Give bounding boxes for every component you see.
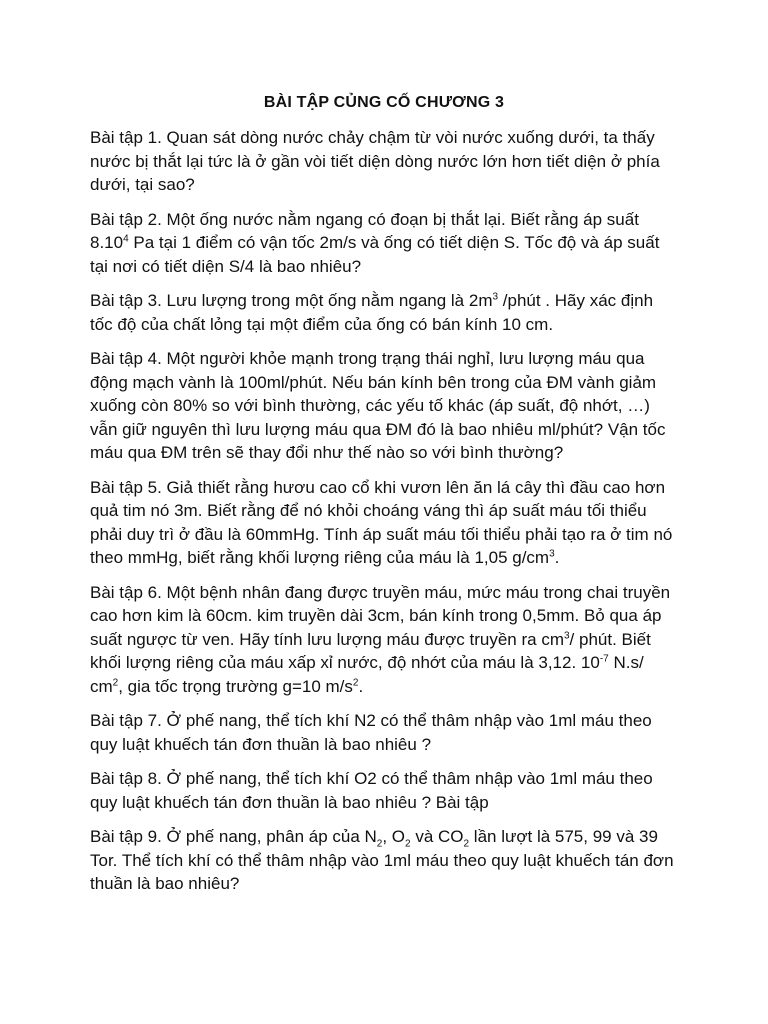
exercise-text: Bài tập 5. Giả thiết rằng hươu cao cổ khi vươn lên ăn lá cây thì đầu cao hơn quả tim nó 3m. Biết rằng để nó khỏi choáng váng thì áp suất máu tối thiểu phải duy trì ở đầu là 60mmHg. Tính áp suất máu tối thiểu phải tạo ra ở tim nó theo mmHg, biết rằng khối lượng riêng của máu là 1,05 g/cm <box>90 477 673 567</box>
page-title: BÀI TẬP CỦNG CỐ CHƯƠNG 3 <box>263 94 505 111</box>
exercise-text: lần lượt là 575, 99 và 39 Tor. Thể tích khí có thể thâm nhập vào 1ml máu theo quy luật khuếch tán đơn thuần là bao nhiêu? <box>90 827 674 893</box>
exercise-text: Bài tập 1. Quan sát dòng nước chảy chậm từ vòi nước xuống dưới, ta thấy nước bị thắt lại tức là ở gần vòi tiết diện dòng nước lớn hơn tiết diện ở phía dưới, tại sao? <box>90 128 660 194</box>
exercise-8 <box>90 767 680 814</box>
exercise-text: . <box>358 676 364 696</box>
superscript: 3 <box>549 548 555 560</box>
exercise-text: Pa tại 1 điểm có vận tốc 2m/s và ống có tiết diện S. Tốc độ và áp suất tại nơi có tiết diện S/4 là bao nhiêu? <box>90 233 660 276</box>
exercise-text: Bài tập 9. Ở phế nang, phân áp của N <box>90 827 377 846</box>
exercise-text: Bài tập 3. Lưu lượng trong một ống nằm ngang là 2m <box>90 291 493 310</box>
exercise-3 <box>90 289 680 336</box>
exercise-5 <box>90 476 680 570</box>
exercise-6 <box>90 581 680 699</box>
superscript: 3 <box>563 629 570 641</box>
exercise-text: / phút. Biết khối lượng riêng của máu xấp xỉ nước, độ nhớt của máu là 3,12. 10 <box>90 629 651 672</box>
exercise-text: Bài tập 8. Ở phế nang, thể tích khí O2 có thể thâm nhập vào 1ml máu theo quy luật khuếch tán đơn thuần là bao nhiêu ? Bài tập <box>90 769 653 812</box>
exercise-text: N.s/ cm <box>90 653 644 696</box>
superscript: 2 <box>352 676 359 688</box>
exercise-list <box>90 126 680 907</box>
exercise-2 <box>90 208 680 279</box>
exercise-text: , gia tốc trọng trường g=10 m/s <box>118 676 353 696</box>
exercise-text: Bài tập 4. Một người khỏe mạnh trong trạng thái nghỉ, lưu lượng máu qua động mạch vành là 100ml/phút. Nếu bán kính bên trong của ĐM vành giảm xuống còn 80% so với bình thường, các yếu tố khác (áp suất, độ nhớt, …) vẫn giữ nguyên thì lưu lượng máu qua ĐM đó là bao nhiêu ml/phút? Vận tốc máu qua ĐM trên sẽ thay đổi như thế nào so với bình thường? <box>90 349 666 462</box>
exercise-text: . <box>554 548 560 567</box>
subscript: 2 <box>463 838 470 850</box>
exercise-7 <box>90 709 680 756</box>
exercise-4 <box>90 347 680 465</box>
exercise-9 <box>90 825 680 896</box>
superscript: 4 <box>123 233 129 245</box>
exercise-text: và CO <box>410 827 464 846</box>
exercise-text: Bài tập 2. Một ống nước nằm ngang có đoạn bị thắt lại. Biết rằng áp suất 8.10 <box>90 209 639 252</box>
superscript: 2 <box>112 676 119 688</box>
subscript: 2 <box>405 838 411 850</box>
exercise-text: /phút . Hãy xác định tốc độ của chất lỏng tại một điểm của ống có bán kính 10 cm. <box>90 291 654 334</box>
superscript: 3 <box>492 291 499 303</box>
superscript: -7 <box>599 653 609 665</box>
exercise-text: Bài tập 6. Một bệnh nhân đang được truyền máu, mức máu trong chai truyền cao hơn kim là 60cm. kim truyền dài 3cm, bán kính trong 0,5mm. Bỏ qua áp suất ngược từ ven. Hãy tính lưu lượng máu được truyền ra cm <box>90 582 671 649</box>
exercise-text: Bài tập 7. Ở phế nang, thể tích khí N2 có thể thâm nhập vào 1ml máu theo quy luật khuếch tán đơn thuần là bao nhiêu ? <box>90 711 652 754</box>
exercise-text: , O <box>382 827 406 846</box>
subscript: 2 <box>376 838 383 850</box>
exercise-1 <box>90 126 680 197</box>
